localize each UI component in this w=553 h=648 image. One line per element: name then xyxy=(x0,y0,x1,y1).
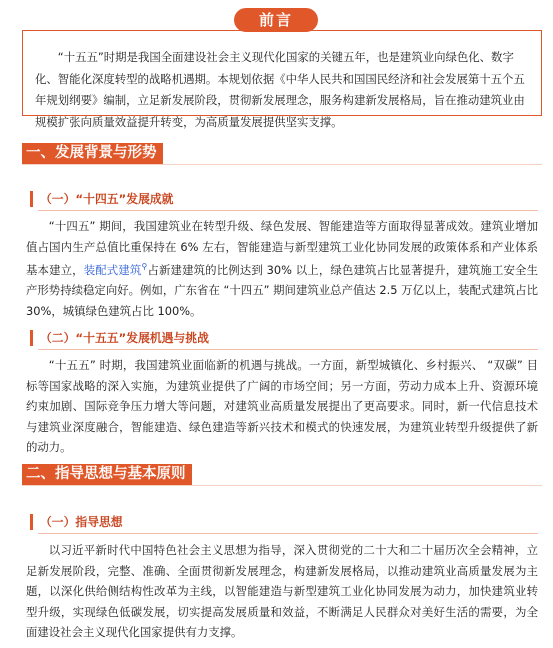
section1-sub2-text: “十五五” 时期，我国建筑业面临新的机遇与挑战。一方面，新型城镇化、乡村振兴、 “双碳” 目标等国家战略的深入实施，为建筑业提供了广阔的市场空间；另一方面，劳动力成本上升、资源环境约束加剧、国际竞争压力增大等问题，对建筑业高质量发展提出了更高要求。同时，新一代信息技术与建筑业深度融合，智能建造、绿色建造等新兴技术和模式的快速发展，为建筑业转型升级提供了新的动力。 xyxy=(26,358,538,454)
preface-box xyxy=(22,30,542,129)
sub1-text-after: 占新建建筑的比例达到 30% 以上，绿色建筑占比显著提升，建筑施工安全生产形势持续稳定向好。例如，广东省在 “十四五” 期间建筑业总产值达 2.5 万亿以上，装配式建筑占比 30%，城镇绿色建筑占比 100%。 xyxy=(26,262,538,318)
prefab-building-link[interactable]: 装配式建筑 xyxy=(83,262,142,277)
section1-divider xyxy=(22,164,542,165)
preface-title: 前言 xyxy=(234,8,318,32)
section1-sub1-title: （一）“十四五”发展成就 xyxy=(30,189,173,209)
section1-sub1-divider xyxy=(38,210,538,211)
section1-sub2-title: （二）“十五五”发展机遇与挑战 xyxy=(30,328,209,348)
section2-title: 二、指导思想与基本原则 xyxy=(22,464,192,485)
sub1-text-before: “十四五” 期间，我国建筑业在转型升级、绿色发展、智能建造等方面取得显著成效。建筑业增加值占国内生产总值比重保持在 6% 左右，智能建造与新型建筑工业化协同发展的政策体系和产业体系基本建立， xyxy=(26,219,538,277)
preface-text: “十五五”时期是我国全面建设社会主义现代化国家的关键五年，也是建筑业向绿色化、数字化、智能化深度转型的战略机遇期。本规划依据《中华人民共和国国民经济和社会发展第十五个五年规划纲要》编制，立足新发展阶段，贯彻新发展理念，服务构建新发展格局，旨在推动建筑业由规模扩张向质量效益提升转变，为高质量发展提供坚实支撑。 xyxy=(35,50,525,129)
section1-sub2-divider xyxy=(38,349,538,350)
section2-sub1-title: （一）指导思想 xyxy=(30,512,123,532)
section2-sub1-divider xyxy=(38,533,538,534)
section1-title: 一、发展背景与形势 xyxy=(22,143,163,164)
section2-divider xyxy=(22,485,542,486)
search-icon[interactable]: ⚲ xyxy=(141,262,148,271)
section1-sub1-text xyxy=(26,216,538,321)
section2-sub1-text: 以习近平新时代中国特色社会主义思想为指导，深入贯彻党的二十大和二十届历次全会精神，立足新发展阶段，完整、准确、全面贯彻新发展理念，构建新发展格局，以推动建筑业高质量发展为主题，以深化供给侧结构性改革为主线，以智能建造与新型建筑工业化协同发展为动力，加快建筑业转型升级，实现绿色低碳发展，切实提高发展质量和效益，不断满足人民群众对美好生活的需要，为全面建设社会主义现代化国家提供有力支撑。 xyxy=(26,543,538,639)
preface-section xyxy=(22,11,542,129)
